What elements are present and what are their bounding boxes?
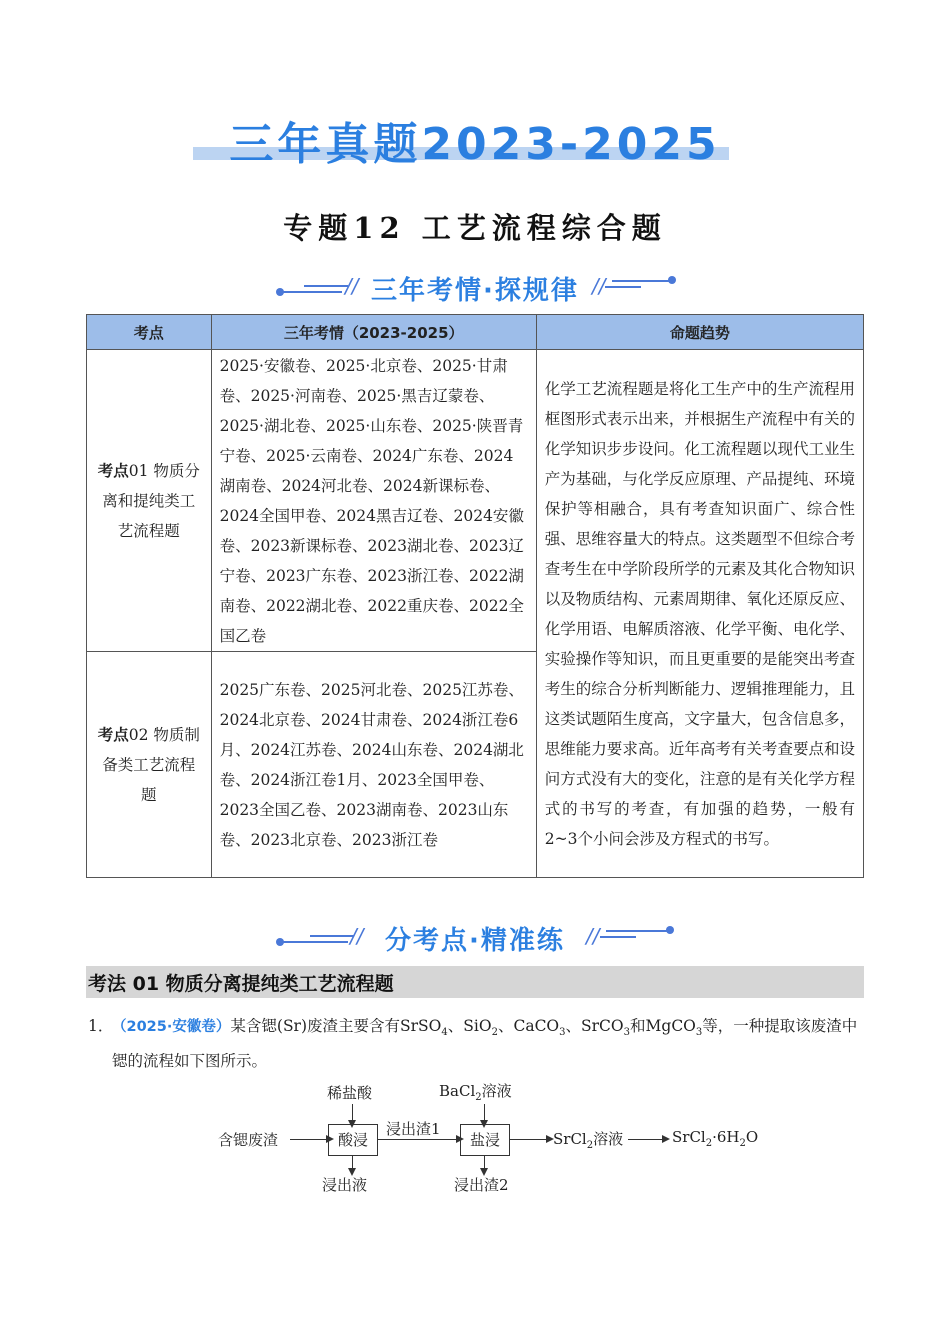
q-text-1: 某含锶 [230, 1017, 277, 1035]
q-and: 和 [630, 1017, 646, 1035]
banner [0, 108, 950, 172]
question-number: 1． [88, 1017, 114, 1035]
question-body [112, 1012, 866, 1075]
flow-line-mid [377, 1139, 459, 1140]
formula-sio2: SiO$_2$ [463, 1017, 498, 1039]
table-header-row [87, 315, 864, 350]
formula-srso4: SrSO$_4$ [400, 1017, 448, 1039]
table-row [87, 350, 864, 652]
section-heading-practice [0, 918, 950, 958]
flow-arrow-out2 [662, 1135, 670, 1143]
flow-srcl2-hydrate: $SrCl_2\cdot 6H_2O$ [672, 1128, 759, 1149]
question-source: （2025·安徽卷） [112, 1019, 231, 1035]
kaodian-prefix: 考点 [97, 461, 129, 480]
subject-title: 专题12 工艺流程综合题 [283, 211, 667, 245]
trend-cell: 化学工艺流程题是将化工生产中的生产流程用框图形式表示出来，并根据生产流程中有关的化学知识步步设问。化工流程题以现代工业生产为基础，与化学反应原理、产品提纯、环境保护等相融合，具有考查知识面广、综合性强、思维容量大的特点。这类题型不但综合考查考生在中学阶段所学的元素及其化合物知识以及物质结构、元素周期律、氧化还原反应、化学用语、电解质溶液、化学平衡、电化学、实验操作等知识，而且更重要的是能突出考查考生的综合分析判断能力、逻辑推理能力，且这类试题陌生度高，文字量大，包含信息多，思维能力要求高。近年高考有关考查要点和设问方式没有大的变化，注意的是有关化学方程式的书写的考查，有加强的趋势，一般有2~3个小问会涉及方程式的书写。 [536, 350, 863, 878]
exam-trend-table [86, 314, 864, 878]
flow-line-out2 [628, 1139, 664, 1140]
flow-line-start [290, 1139, 328, 1140]
heading-line-right [605, 286, 641, 288]
heading-line-right-top [606, 930, 670, 932]
years-cell: 2025广东卷、2025河北卷、2025江苏卷、2024北京卷、2024甘肃卷、2024浙江卷6月、2024江苏卷、2024山东卷、2024湖北卷、2024浙江卷1月、2023全国甲卷、2023全国乙卷、2023湖南卷、2023山东卷、2023北京卷、2023浙江卷 [211, 652, 536, 878]
flow-residue-1: 浸出渣1 [386, 1120, 441, 1138]
header-kaoqing: 三年考情（2023-2025） [211, 315, 536, 350]
formula-caco3: CaCO$_3$ [513, 1017, 566, 1039]
flow-start: 含锶废渣 [218, 1131, 279, 1149]
flow-box-salt-leach: 盐浸 [460, 1124, 510, 1156]
heading-slash-right: // [586, 924, 600, 948]
banner-title: 三年真题2023-2025 [229, 119, 721, 170]
process-flow-diagram [210, 1076, 790, 1206]
flow-leachate: 浸出液 [322, 1176, 368, 1194]
flow-box-acid-leach: 酸浸 [328, 1124, 378, 1156]
q-text-3: 等，一种提取该废渣中锶的流程如下图所示。 [112, 1017, 858, 1071]
heading-line-right-top [612, 280, 672, 282]
q-sep: 、 [565, 1017, 582, 1035]
heading-slash-left: // [350, 924, 364, 948]
kaodian-cell [87, 652, 212, 878]
flow-residue-2: 浸出渣2 [454, 1176, 509, 1194]
heading-label: 分考点·精准练 [385, 926, 565, 956]
heading-slash-left: // [345, 274, 359, 298]
formula-mgco3: MgCO$_3$ [645, 1017, 703, 1039]
header-trend: 命题趋势 [536, 315, 863, 350]
question-1 [86, 1012, 866, 1075]
kaodian-cell [87, 350, 212, 652]
flow-srcl2-solution: SrCl$_2$溶液 [553, 1130, 624, 1151]
q-text-2: 废渣主要含有 [307, 1017, 401, 1035]
kaodian-text: 02 物质制备类工艺流程题 [102, 725, 200, 804]
flow-reagent-bacl2: BaCl$_2$溶液 [439, 1082, 512, 1103]
heading-dot-right [666, 926, 674, 934]
formula-srco3: SrCO$_3$ [581, 1017, 631, 1039]
heading-slash-right: // [592, 274, 606, 298]
kaodian-prefix: 考点 [97, 725, 129, 744]
q-sep: 、 [497, 1017, 514, 1035]
heading-dot-right [668, 276, 676, 284]
header-kaodian: 考点 [87, 315, 212, 350]
q-sep: 、 [447, 1017, 464, 1035]
heading-label: 三年考情·探规律 [371, 276, 579, 306]
section-heading-trends [0, 268, 950, 308]
years-cell: 2025·安徽卷、2025·北京卷、2025·甘肃卷、2025·河南卷、2025·黑吉辽蒙卷、2025·湖北卷、2025·山东卷、2025·陕晋青宁卷、2025·云南卷、2024广东卷、2024湖南卷、2024河北卷、2024新课标卷、2024全国甲卷、2024黑吉辽卷、2024安徽卷、2023新课标卷、2023湖北卷、2023辽宁卷、2023广东卷、2023浙江卷、2022湖南卷、2022湖北卷、2022重庆卷、2022全国乙卷 [211, 350, 536, 652]
method-heading [86, 966, 864, 998]
flow-line-out1 [509, 1139, 549, 1140]
method-heading-text: 考法 01 物质分离提纯类工艺流程题 [88, 973, 394, 995]
kaodian-text: 01 物质分离和提纯类工艺流程题 [102, 461, 200, 540]
q-sr: (Sr) [276, 1017, 308, 1035]
flow-reagent-acid: 稀盐酸 [327, 1084, 373, 1102]
heading-line-right [600, 936, 636, 938]
